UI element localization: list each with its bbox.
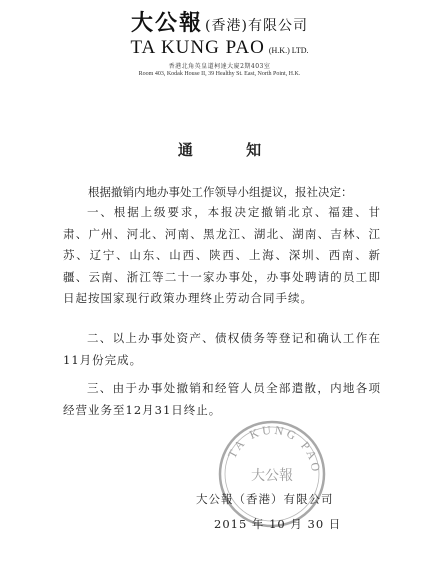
letterhead-cn-row <box>0 6 439 37</box>
company-seal-stamp <box>214 416 330 532</box>
notice-title: 通 知 <box>177 141 286 159</box>
company-name-cn-suffix: (香港)有限公司 <box>205 18 308 34</box>
company-name-en-suffix: (H.K.) LTD. <box>268 46 309 55</box>
seal-ring-text: TA KUNG PAO <box>224 422 324 475</box>
seal-center-text: 大公報 <box>251 468 293 484</box>
seal-graphic <box>214 416 330 532</box>
letterhead <box>0 6 439 77</box>
company-name-en: TA KUNG PAO <box>130 37 265 58</box>
company-logo-cn: 大公報 <box>131 11 204 36</box>
address-en: Room 403, Kodak House II, 39 Healthy St. East, North Point, H.K. <box>138 71 301 77</box>
paragraph-1: 一、根据上级要求，本报决定撤销北京、福建、甘肃、广州、河北、河南、黑龙江、湖北、湖南、吉林、江苏、辽宁、山东、山西、陕西、上海、深圳、西南、新疆、云南、浙江等二十一家办事处，办事处聘请的员工即日起按国家现行政策办理终止劳动合同手续。 <box>63 205 381 305</box>
signature-organization: 大公報（香港）有限公司 <box>196 492 334 506</box>
paragraph-3: 三、由于办事处撤销和经管人员全部遣散，内地各项经营业务至12月31日终止。 <box>63 381 381 417</box>
address-cn: 香港北角英皇道柯達大廈2期403室 <box>168 63 271 70</box>
letterhead-en-row <box>0 37 439 59</box>
signature-date: 2015 年 10 月 30 日 <box>214 517 342 531</box>
paragraph-2: 二、以上办事处资产、债权债务等登记和确认工作在11月份完成。 <box>63 331 381 367</box>
intro-line: 根据撤销内地办事处工作领导小组提议，报社决定： <box>88 185 353 199</box>
